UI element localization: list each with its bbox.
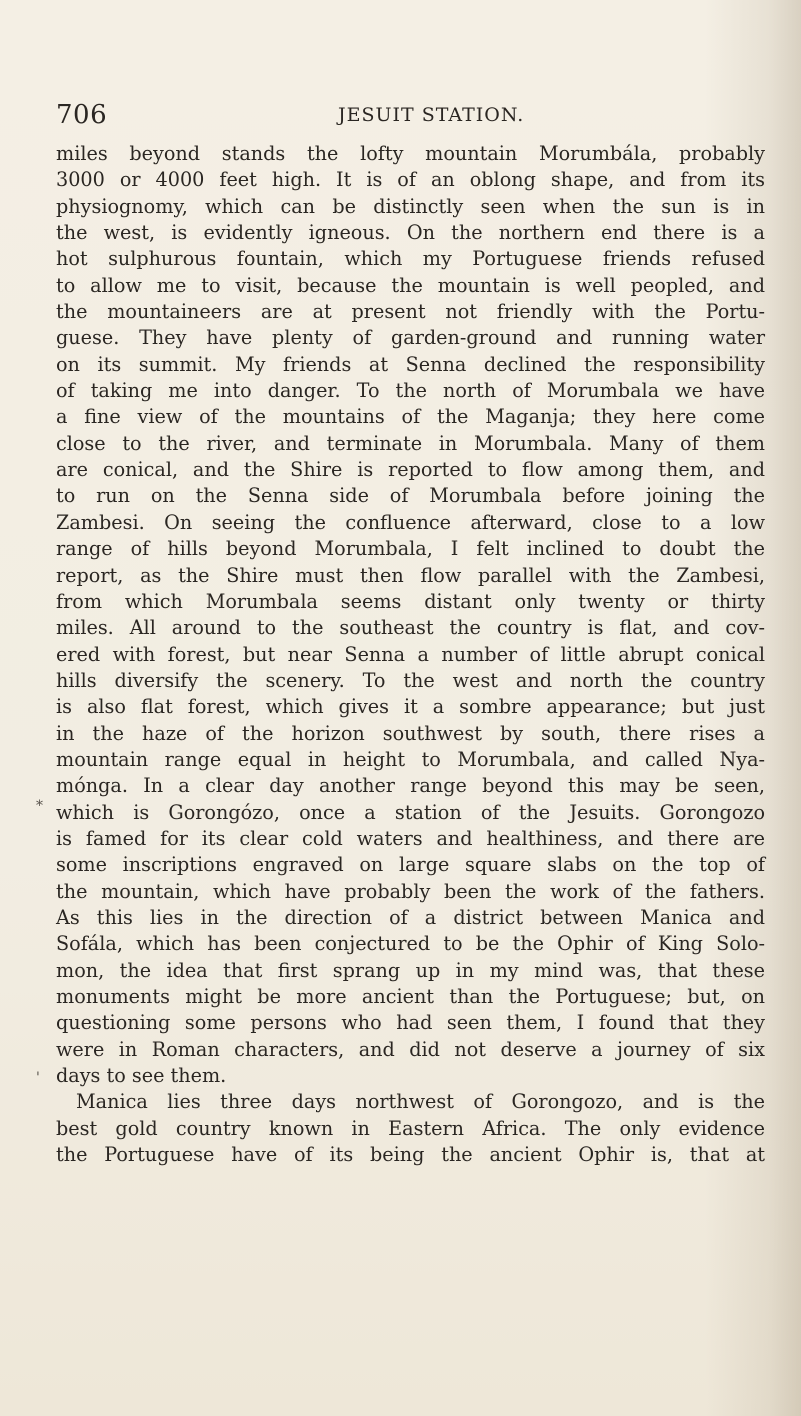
text-line: ered with forest, but near Senna a number of little abrupt conical	[56, 642, 765, 666]
text-line: monuments might be more ancient than the Portuguese; but, on	[56, 985, 765, 1008]
text-line: is also flat forest, which gives it a sombre appearance; but just	[56, 695, 765, 719]
text-line: from which Morumbala seems distant only twenty or thirty	[56, 589, 765, 613]
text-line: report, as the Shire must then flow parallel with the Zambesi,	[56, 563, 765, 587]
text-line: were in Roman characters, and did not deserve a journey of six	[56, 1037, 765, 1061]
running-head: JESUIT STATION.	[338, 104, 525, 126]
page-number: 706	[56, 100, 108, 130]
text-line: miles beyond stands the lofty mountain Morumbála, probably	[56, 142, 765, 165]
text-line: Zambesi. On seeing the confluence afterward, close to a low	[56, 510, 765, 534]
text-line: 3000 or 4000 feet high. It is of an oblong shape, and from its	[56, 168, 765, 192]
page-header	[56, 100, 756, 140]
text-line: As this lies in the direction of a district between Manica and	[56, 905, 765, 929]
text-line: range of hills beyond Morumbala, I felt inclined to doubt the	[56, 537, 765, 561]
text-line: a fine view of the mountains of the Maganja; they here come	[56, 405, 765, 429]
text-line: days to see them.	[56, 1064, 227, 1088]
body-text	[56, 141, 765, 1168]
text-line: the mountaineers are at present not friendly with the Portu-	[56, 300, 765, 324]
text-line: Manica lies three days northwest of Gorongozo, and is the	[76, 1090, 765, 1114]
text-line: physiognomy, which can be distinctly seen when the sun is in	[56, 194, 765, 218]
text-line: some inscriptions engraved on large square slabs on the top of	[56, 853, 765, 877]
margin-tick: '	[36, 1070, 40, 1086]
text-line: is famed for its clear cold waters and healthiness, and there are	[56, 826, 765, 850]
text-line: mountain range equal in height to Morumbala, and called Nya-	[56, 747, 765, 771]
text-line: hills diversify the scenery. To the west and north the country	[56, 668, 765, 692]
text-line: the mountain, which have probably been the work of the fathers.	[56, 879, 765, 903]
text-line: guese. They have plenty of garden-ground and running water	[56, 326, 765, 350]
text-line: close to the river, and terminate in Morumbala. Many of them	[56, 431, 765, 455]
margin-asterisk: *	[36, 798, 43, 814]
text-line: to run on the Senna side of Morumbala before joining the	[56, 484, 765, 508]
text-line: questioning some persons who had seen them, I found that they	[56, 1011, 765, 1035]
text-line: to allow me to visit, because the mountain is well peopled, and	[56, 273, 765, 297]
text-line: Sofála, which has been conjectured to be the Ophir of King Solo-	[56, 932, 765, 956]
text-line: of taking me into danger. To the north of Morumbala we have	[56, 379, 765, 403]
text-line: the west, is evidently igneous. On the northern end there is a	[56, 221, 765, 245]
text-line: are conical, and the Shire is reported to flow among them, and	[56, 458, 765, 482]
text-line: in the haze of the horizon southwest by south, there rises a	[56, 721, 765, 745]
text-line: best gold country known in Eastern Africa. The only evidence	[56, 1116, 765, 1140]
text-line: mon, the idea that first sprang up in my mind was, that these	[56, 958, 765, 982]
text-line: miles. All around to the southeast the country is flat, and cov-	[56, 616, 765, 640]
text-line: on its summit. My friends at Senna declined the responsibility	[56, 352, 765, 376]
text-line: mónga. In a clear day another range beyond this may be seen,	[56, 774, 765, 798]
text-line: which is Gorongózo, once a station of the Jesuits. Gorongozo	[56, 800, 765, 824]
text-line: the Portuguese have of its being the ancient Ophir is, that at	[56, 1143, 765, 1167]
text-line: hot sulphurous fountain, which my Portuguese friends refused	[56, 247, 765, 271]
